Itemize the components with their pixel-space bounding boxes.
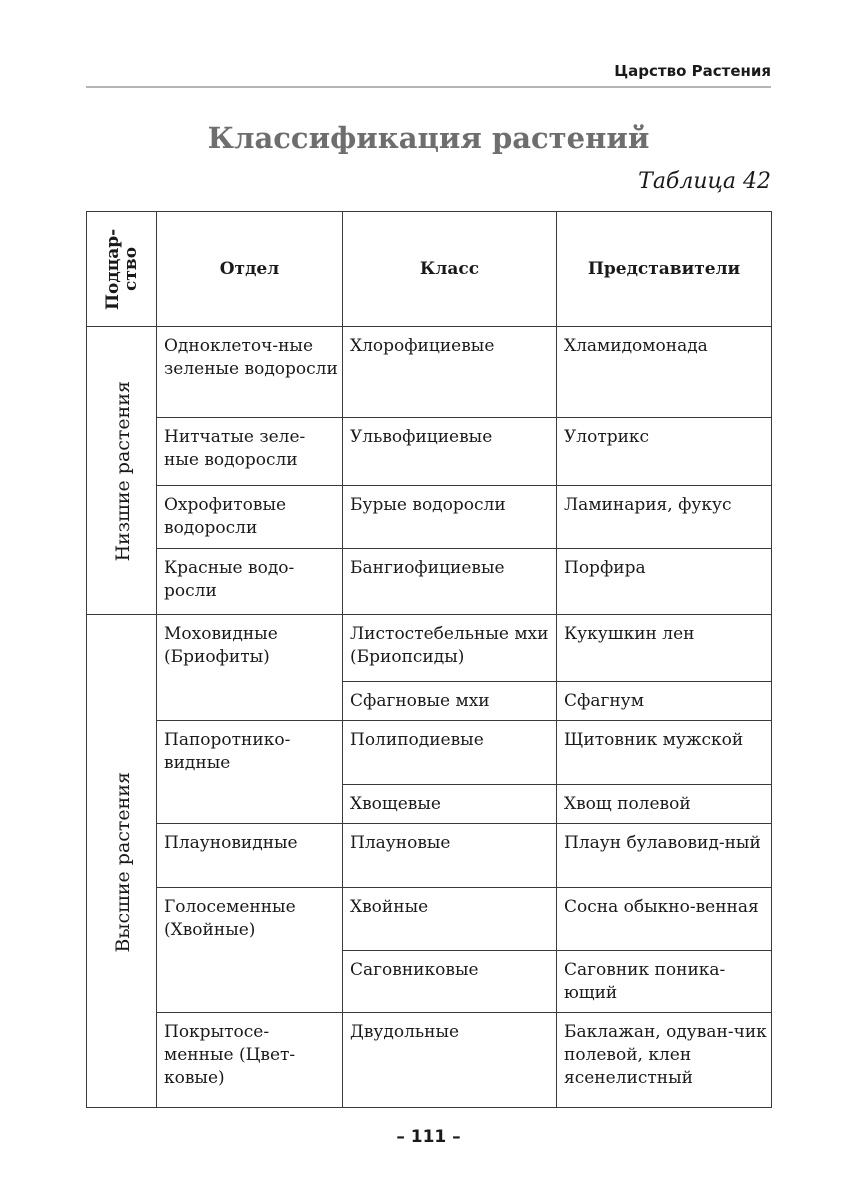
class-cell: Сфагновые мхи bbox=[343, 682, 557, 721]
division-cell: Покрытосе-менные (Цвет-ковые) bbox=[157, 1013, 343, 1108]
header-class: Класс bbox=[343, 212, 557, 327]
header-subkingdom bbox=[87, 212, 157, 327]
class-cell: Ульвофициевые bbox=[343, 418, 557, 486]
subkingdom-cell bbox=[87, 327, 157, 615]
representatives-cell: Сосна обыкно-венная bbox=[557, 888, 772, 951]
division-cell: Плауновидные bbox=[157, 824, 343, 888]
representatives-cell: Хвощ полевой bbox=[557, 785, 772, 824]
table-row bbox=[87, 888, 772, 951]
class-cell: Хвощевые bbox=[343, 785, 557, 824]
header-subkingdom-label: Подцар-ство bbox=[102, 228, 141, 310]
table-row bbox=[87, 721, 772, 785]
table-row bbox=[87, 327, 772, 418]
table-row bbox=[87, 1013, 772, 1108]
division-cell: Папоротнико-видные bbox=[157, 721, 343, 824]
division-cell: Охрофитовые водоросли bbox=[157, 486, 343, 549]
subkingdom-label: Низшие растения bbox=[111, 381, 134, 562]
class-cell: Двудольные bbox=[343, 1013, 557, 1108]
class-cell: Хлорофициевые bbox=[343, 327, 557, 418]
table-row bbox=[87, 486, 772, 549]
class-cell: Плауновые bbox=[343, 824, 557, 888]
class-cell: Полиподиевые bbox=[343, 721, 557, 785]
division-cell: Моховидные (Бриофиты) bbox=[157, 615, 343, 721]
table-row bbox=[87, 615, 772, 682]
header-representatives: Представители bbox=[557, 212, 772, 327]
representatives-cell: Баклажан, одуван-чик полевой, клен ясенелистный bbox=[557, 1013, 772, 1108]
class-cell: Листостебельные мхи (Бриопсиды) bbox=[343, 615, 557, 682]
header-divider bbox=[86, 86, 771, 88]
representatives-cell: Щитовник мужской bbox=[557, 721, 772, 785]
division-cell: Красные водо-росли bbox=[157, 549, 343, 615]
classification-table bbox=[86, 211, 772, 1108]
representatives-cell: Хламидомонада bbox=[557, 327, 772, 418]
representatives-cell: Кукушкин лен bbox=[557, 615, 772, 682]
subkingdom-cell bbox=[87, 615, 157, 1108]
subkingdom-label: Высшие растения bbox=[111, 771, 134, 953]
representatives-cell: Улотрикс bbox=[557, 418, 772, 486]
division-cell: Голосеменные (Хвойные) bbox=[157, 888, 343, 1013]
class-cell: Хвойные bbox=[343, 888, 557, 951]
representatives-cell: Сфагнум bbox=[557, 682, 772, 721]
table-header-row bbox=[87, 212, 772, 327]
table-row bbox=[87, 824, 772, 888]
representatives-cell: Саговник поника-ющий bbox=[557, 951, 772, 1013]
representatives-cell: Ламинария, фукус bbox=[557, 486, 772, 549]
representatives-cell: Порфира bbox=[557, 549, 772, 615]
class-cell: Бурые водоросли bbox=[343, 486, 557, 549]
division-cell: Нитчатые зеле-ные водоросли bbox=[157, 418, 343, 486]
class-cell: Бангиофициевые bbox=[343, 549, 557, 615]
table-row bbox=[87, 418, 772, 486]
representatives-cell: Плаун булавовид-ный bbox=[557, 824, 772, 888]
header-division: Отдел bbox=[157, 212, 343, 327]
running-header: Царство Растения bbox=[614, 62, 771, 80]
table-caption: Таблица 42 bbox=[638, 169, 771, 194]
division-cell: Одноклеточ-ные зеленые водоросли bbox=[157, 327, 343, 418]
class-cell: Саговниковые bbox=[343, 951, 557, 1013]
page-number: – 111 – bbox=[396, 1127, 461, 1147]
page-title: Классификация растений bbox=[207, 121, 650, 155]
table-row bbox=[87, 549, 772, 615]
